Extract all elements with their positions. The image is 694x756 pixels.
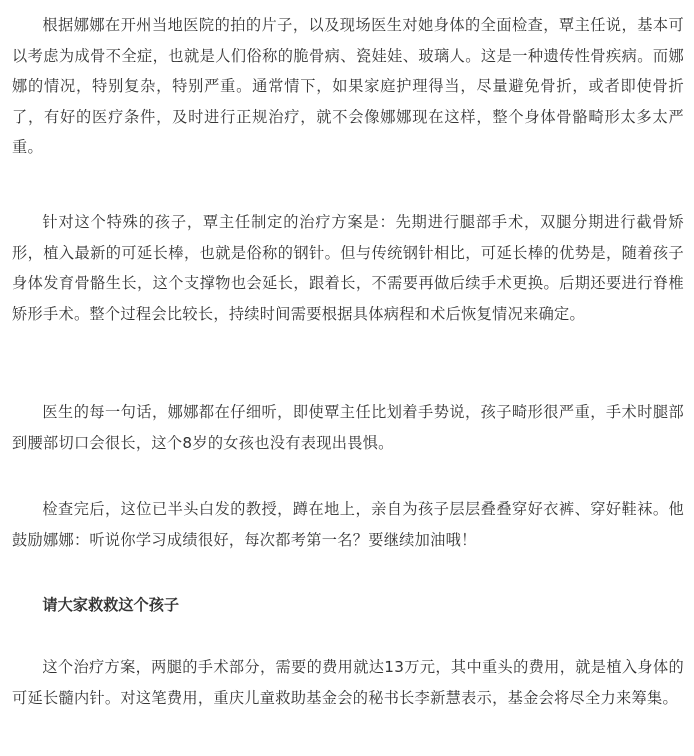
paragraph-treatment-plan: 针对这个特殊的孩子，覃主任制定的治疗方案是：先期进行腿部手术，双腿分期进行截骨矫形，植入最新的可延长棒，也就是俗称的钢针。但与传统钢针相比，可延长棒的优势是，随着孩子身体发育骨骼生长，这个支撑物也会延长，跟着长，不需要再做后续手术更换。后期还要进行脊椎矫形手术。整个过程会比较长，持续时间需要根据具体病程和术后恢复情况来确定。 <box>12 213 684 323</box>
section-heading: 请大家救救这个孩子 <box>42 596 180 614</box>
paragraph-professor-encouragement: 检查完后，这位已半头白发的教授，蹲在地上，亲自为孩子层层叠叠穿好衣裤、穿好鞋袜。他鼓励娜娜：听说你学习成绩很好，每次都考第一名？要继续加油哦！ <box>12 500 684 549</box>
paragraph-cost: 这个治疗方案，两腿的手术部分，需要的费用就达13万元，其中重头的费用，就是植入身体的可延长髓内针。对这笔费用，重庆儿童救助基金会的秘书长李新慧表示，基金会将尽全力来筹集。 <box>12 658 684 707</box>
paragraph-diagnosis: 根据娜娜在开州当地医院的拍的片子，以及现场医生对她身体的全面检查，覃主任说，基本可以考虑为成骨不全症，也就是人们俗称的脆骨病、瓷娃娃、玻璃人。这是一种遗传性骨疾病。而娜娜的情况，特别复杂，特别严重。通常情下，如果家庭护理得当，尽量避免骨折，或者即使骨折了，有好的医疗条件，及时进行正规治疗，就不会像娜娜现在这样，整个身体骨骼畸形太多太严重。 <box>12 16 684 156</box>
paragraph-girl-listening: 医生的每一句话，娜娜都在仔细听，即使覃主任比划着手势说，孩子畸形很严重，手术时腿部到腰部切口会很长，这个8岁的女孩也没有表现出畏惧。 <box>12 403 684 452</box>
